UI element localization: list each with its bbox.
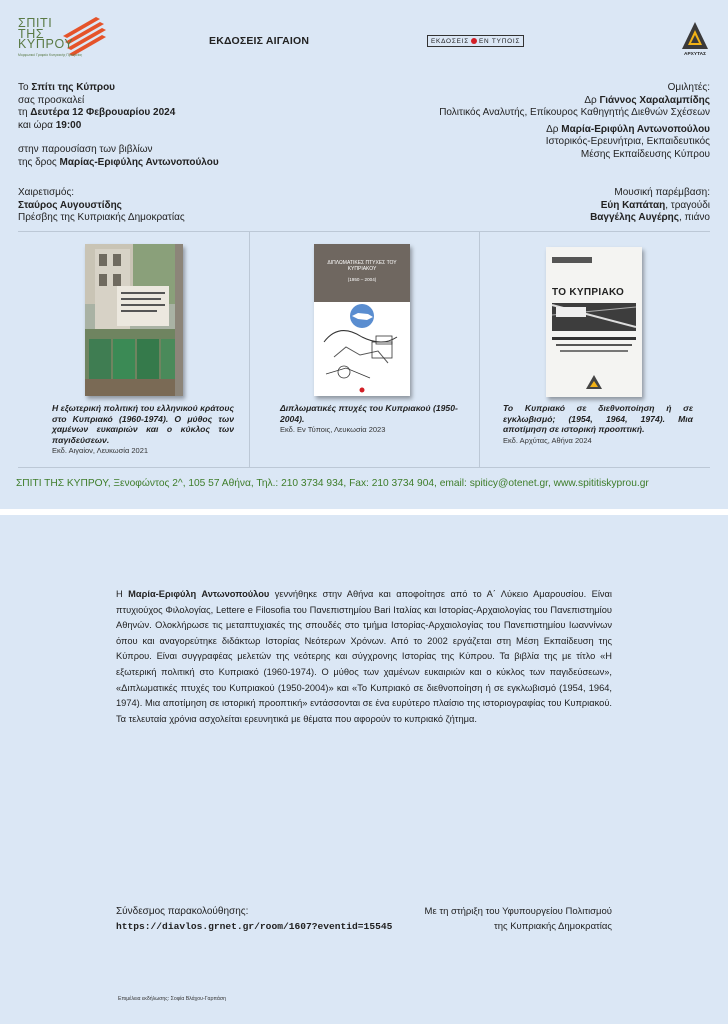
divider-top [18, 231, 710, 232]
event-time: 19:00 [55, 119, 82, 131]
invite-line-4 [18, 120, 219, 133]
contact-footer: ΣΠΙΤΙ ΤΗΣ ΚΥΠΡΟΥ, Ξενοφώντος 2^, 105 57 Αθήνα, Τηλ.: 210 3734 934, Fax: 210 3734 904, email: spiticy@otenet.gr, www.spititiskyprou.gr [16, 478, 649, 489]
publisher-en-typois-logo [427, 35, 524, 47]
book-3-caption: Το Κυπριακό σε διεθνοποίηση ή σε εγκλωβισμό; (1954, 1964, 1974). Μια αποτίμηση σε ιστορική προοπτική. [503, 403, 693, 434]
speaker-2-title: Δρ [546, 123, 562, 135]
book-1-publisher: Εκδ. Αιγαίον, Λευκωσία 2021 [52, 446, 149, 455]
support-line-1: Με τη στήριξη του Υφυπουργείου Πολιτισμού [424, 906, 612, 917]
invite-prefix-1: Το [18, 82, 32, 93]
greeting-role: Πρέσβης της Κυπριακής Δημοκρατίας [18, 212, 185, 223]
book-3-info [503, 403, 693, 446]
bio-text: γεννήθηκε στην Αθήνα και αποφοίτησε από το Α΄ Λύκειο Αμαρουσίου. Είναι πτυχιούχος Φιλολογίας, Lettere e Filosofia του Πανεπιστημίου Bari Ιταλίας και Ιστορίας-Αρχαιολογίας του Πανεπιστημίου Αθηνών. Ολοκλήρωσε τις μεταπτυχιακές της σπουδές στο τμήμα Ιστορίας-Αρχαιολογίας του Πανεπιστημίου Ιωαννίνων όπου και αναγορεύτηκε διδάκτωρ Ιστορίας Νεότερων Χρόνων. Από το 2002 εργάζεται στη Μέση Εκπαίδευση της Κύπρου. Είναι συγγραφέας μελετών της νεότερης και σύγχρονης Ιστορίας της Κύπρου. Τα βιβλία της με τίτλο «Η εξωτερική πολιτική στο Κυπριακό (1960-1974). Ο μύθος των χαμένων ευκαιριών και ο κύκλος των παγιδεύσεων», «Διπλωματικές πτυχές του Κυπριακού (1950-2004)» και «Το Κυπριακό σε διεθνοποίηση ή σε εγκλωβισμό (1954, 1964, 1974). Μια αποτίμηση σε ιστορική προοπτική» εντάσσονται σε ένα ευρύτερο πλαίσιο της ιστοριογραφίας του Κυπριακού. Τα τελευταία χρόνια ασχολείται ερευνητικά με θέματα που αφορούν το κυπριακό ζήτημα. [116, 589, 612, 724]
logo-line-3: ΚΥΠΡΟΥ [18, 37, 74, 51]
invite-line-3 [18, 107, 219, 120]
greeting-block [18, 187, 185, 225]
music-label: Μουσική παρέμβαση: [614, 187, 710, 198]
invite-line-1 [18, 82, 219, 95]
invite-line-2: σας προσκαλεί [18, 94, 85, 106]
speakers-label: Ομιλητές: [667, 82, 710, 93]
book-2-band [314, 244, 410, 302]
speakers-block [439, 82, 710, 161]
invite-line-6 [18, 157, 219, 170]
invitation-back [0, 515, 728, 1024]
music-block [590, 187, 710, 225]
book-cover-3 [546, 247, 642, 397]
red-dot-icon [471, 38, 477, 44]
book-2-caption: Διπλωματικές πτυχές του Κυπριακού (1950-2004). [280, 403, 458, 424]
book-2-cover-title: ΔΙΠΛΩΜΑΤΙΚΕΣ ΠΤΥΧΕΣ ΤΟΥ ΚΥΠΡΙΑΚΟΥ [327, 260, 397, 272]
support-line-2: της Κυπριακής Δημοκρατίας [493, 921, 612, 932]
speaker-1 [439, 95, 710, 108]
speaker-2 [439, 124, 710, 137]
speaker-2-role-2: Μέσης Εκπαίδευσης Κύπρου [580, 148, 710, 160]
musician-2-role: , πιάνο [678, 212, 710, 223]
event-credit: Επιμέλεια εκδήλωσης: Σοφία Βλάχου-Γαρπάση [118, 996, 227, 1002]
musician-1-name: Εύη Καπάταη [600, 199, 666, 211]
book-2-cover-years: (1950 – 2004) [347, 277, 377, 282]
invite-prefix-6: της δρος [18, 156, 60, 168]
publisher-aigaion: ΕΚΔΟΣΕΙΣ ΑΙΓΑΙΟΝ [209, 35, 310, 47]
book-cover-2 [314, 244, 410, 396]
logo-tagline: Μορφωτικό Γραφείο Κυπριακής Πρεσβείας [18, 53, 83, 57]
en-typois-right: ΕΝ ΤΥΠΟΙΣ [478, 37, 521, 45]
musician-1 [590, 200, 710, 213]
invitation-front [0, 0, 728, 509]
book-3-author-bar [552, 257, 592, 263]
support-block [425, 904, 612, 934]
spiti-tis-kyprou-logo [18, 15, 108, 67]
book-3-publisher: Εκδ. Αρχύτας, Αθήνα 2024 [503, 435, 592, 445]
book-cover-1 [85, 244, 183, 396]
musician-2-name: Βαγγέλης Αυγέρης [590, 212, 679, 223]
greeting-name: Σταύρος Αυγουστίδης [18, 199, 122, 211]
invite-prefix-4: και ώρα [18, 119, 56, 131]
speaker-2-name: Μαρία-Εριφύλη Αντωνοπούλου [561, 123, 710, 135]
logo-line-2: ΤΗΣ [18, 26, 45, 41]
speaker-2-role-1: Ιστορικός-Ερευνήτρια, Εκπαιδευτικός [545, 136, 710, 147]
en-typois-left: ΕΚΔΟΣΕΙΣ [431, 37, 469, 45]
author-bio [116, 587, 612, 727]
speaker-1-title: Δρ [584, 94, 600, 106]
invite-prefix-3: τη [18, 107, 31, 118]
invite-line-5: στην παρουσίαση των βιβλίων [18, 144, 153, 155]
host-name: Σπίτι της Κύπρου [31, 82, 116, 93]
archytas-logo [680, 20, 710, 62]
book-2-info [280, 403, 462, 435]
musician-1-role: , τραγούδι [665, 199, 710, 211]
bio-author-name: Μαρία-Εριφύλη Αντωνοπούλου [128, 589, 270, 599]
book-3-cover-title: ΤΟ ΚΥΠΡΙΑΚΟ [552, 287, 625, 298]
divider-bottom [18, 467, 710, 468]
stream-block [116, 904, 392, 934]
speaker-1-role: Πολιτικός Αναλυτής, Επίκουρος Καθηγητής Διεθνών Σχέσεων [439, 107, 710, 118]
bio-prefix: Η [116, 589, 129, 599]
book-1-info [52, 403, 234, 456]
archytas-triangle-icon [680, 20, 710, 52]
book-2-art [314, 302, 410, 396]
stream-label: Σύνδεσμος παρακολούθησης: [116, 906, 249, 917]
greeting-label: Χαιρετισμός: [18, 187, 75, 198]
musician-2 [590, 212, 710, 225]
invitation-text [18, 82, 219, 169]
divider-col-2 [479, 232, 480, 467]
book-cover-1-art [85, 244, 183, 396]
book-1-caption: Η εξωτερική πολιτική του ελληνικού κράτους στο Κυπριακό (1960-1974). Ο μύθος των χαμένων ευκαιριών και ο κύκλος των παγιδεύσεων. [52, 403, 234, 445]
event-date: Δευτέρα 12 Φεβρουαρίου 2024 [30, 107, 176, 118]
divider-col-1 [249, 232, 250, 467]
book-2-publisher: Εκδ. Εν Τύποις, Λευκωσία 2023 [280, 425, 386, 434]
archytas-label: ΑΡΧΥΤΑΣ [684, 52, 706, 57]
book-3-art [546, 301, 642, 397]
speaker-1-name: Γιάννος Χαραλαμπίδης [599, 94, 710, 106]
author-name: Μαρίας-Εριφύλης Αντωνοπούλου [59, 156, 219, 168]
stream-link[interactable]: https://diavlos.grnet.gr/room/1607?eventid=15545 [116, 921, 393, 932]
logo-line-1: ΣΠΙΤΙ [18, 16, 53, 30]
